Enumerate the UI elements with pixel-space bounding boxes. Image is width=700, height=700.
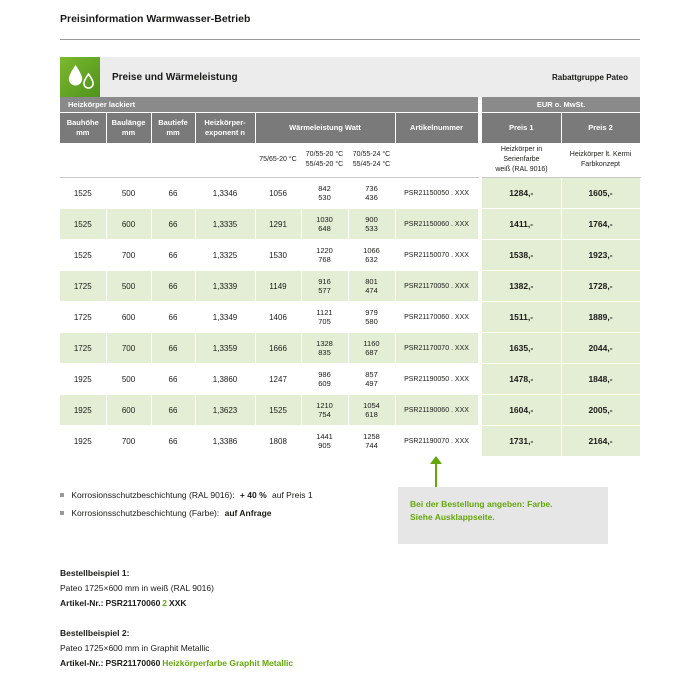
callout-line-1: Bei der Bestellung angeben: Farbe. (410, 499, 553, 509)
cell-watt-75-65: 1406 (255, 302, 301, 333)
subheader-watt-75-65: 75/65-20 °C (255, 143, 301, 178)
example-1-title: Bestellbeispiel 1: (60, 568, 130, 578)
price-table (60, 97, 641, 457)
cell-preis2: 1889,- (561, 302, 640, 333)
section-title: Preise und Wärmeleistung (112, 71, 238, 83)
subheader-empty (60, 143, 255, 178)
cell-bauhoehe: 1925 (60, 364, 106, 395)
cell-bauhoehe: 1525 (60, 240, 106, 271)
cell-baulaenge: 700 (106, 333, 151, 364)
water-drops-icon (60, 57, 100, 97)
cell-bautiefe: 66 (151, 333, 195, 364)
subheader-artikel-empty (395, 143, 478, 178)
cell-artikelnummer: PSR21150060 . XXX (395, 209, 478, 240)
cell-preis1: 1478,- (482, 364, 561, 395)
header-bautiefe: Bautiefe mm (151, 113, 195, 144)
order-example-2 (60, 626, 297, 671)
cell-baulaenge: 500 (106, 178, 151, 209)
example-1-artikel: Artikel-Nr.: PSR21170060 2 XXK (60, 598, 187, 608)
example-2-artikel: Artikel-Nr.: PSR21170060 Heizkörperfarbe Graphit Metallic (60, 658, 294, 668)
cell-preis2: 2164,- (561, 426, 640, 457)
cell-watt-70-55-20: 1441 905 (301, 426, 348, 457)
bullet-square-icon (60, 493, 64, 497)
cell-watt-75-65: 1808 (255, 426, 301, 457)
cell-watt-70-55-24: 1066 632 (348, 240, 395, 271)
cell-watt-75-65: 1247 (255, 364, 301, 395)
cell-preis1: 1411,- (482, 209, 561, 240)
cell-bautiefe: 66 (151, 178, 195, 209)
cell-watt-70-55-24: 736 436 (348, 178, 395, 209)
cell-exponent: 1,3359 (195, 333, 255, 364)
subheader-watt-70-55-24: 70/55-24 °C 55/45-24 °C (348, 143, 395, 178)
cell-preis2: 2044,- (561, 333, 640, 364)
header-preis1: Preis 1 (482, 113, 561, 144)
cell-watt-70-55-20: 842 530 (301, 178, 348, 209)
cell-baulaenge: 500 (106, 271, 151, 302)
cell-artikelnummer: PSR21190060 . XXX (395, 395, 478, 426)
cell-bautiefe: 66 (151, 209, 195, 240)
cell-baulaenge: 600 (106, 209, 151, 240)
cell-exponent: 1,3325 (195, 240, 255, 271)
cell-watt-75-65: 1666 (255, 333, 301, 364)
cell-watt-70-55-24: 979 580 (348, 302, 395, 333)
cell-watt-70-55-24: 857 497 (348, 364, 395, 395)
cell-baulaenge: 500 (106, 364, 151, 395)
cell-watt-70-55-24: 1258 744 (348, 426, 395, 457)
cell-watt-70-55-20: 1220 768 (301, 240, 348, 271)
cell-bauhoehe: 1525 (60, 178, 106, 209)
cell-preis2: 1605,- (561, 178, 640, 209)
header-artikelnummer: Artikelnummer (395, 113, 478, 144)
cell-baulaenge: 700 (106, 240, 151, 271)
page-title: Preisinformation Warmwasser-Betrieb (60, 13, 251, 25)
cell-watt-70-55-20: 1121 705 (301, 302, 348, 333)
cell-preis1: 1731,- (482, 426, 561, 457)
order-note-arrow-head-icon (430, 456, 442, 464)
table-row (60, 395, 640, 426)
order-note-callout (398, 487, 608, 544)
cell-bautiefe: 66 (151, 271, 195, 302)
cell-baulaenge: 700 (106, 426, 151, 457)
cell-exponent: 1,3349 (195, 302, 255, 333)
cell-bautiefe: 66 (151, 240, 195, 271)
cell-baulaenge: 600 (106, 302, 151, 333)
table-body (60, 178, 640, 457)
cell-artikelnummer: PSR21170070 . XXX (395, 333, 478, 364)
cell-preis1: 1382,- (482, 271, 561, 302)
cell-artikelnummer: PSR21150070 . XXX (395, 240, 478, 271)
cell-bauhoehe: 1725 (60, 271, 106, 302)
example-1-desc: Pateo 1725×600 mm in weiß (RAL 9016) (60, 583, 214, 593)
subheader-preis2-desc: Heizkörper lt. Kermi Farbkonzept (561, 143, 640, 178)
table-row (60, 426, 640, 457)
title-divider (60, 39, 640, 40)
cell-artikelnummer: PSR21190050 . XXX (395, 364, 478, 395)
cell-watt-70-55-20: 916 577 (301, 271, 348, 302)
header-bauhoehe: Bauhöhe mm (60, 113, 106, 144)
example-2-desc: Pateo 1725×600 mm in Graphit Metallic (60, 643, 210, 653)
cell-exponent: 1,3346 (195, 178, 255, 209)
cell-preis1: 1538,- (482, 240, 561, 271)
cell-watt-70-55-20: 1030 648 (301, 209, 348, 240)
cell-watt-75-65: 1056 (255, 178, 301, 209)
table-row (60, 333, 640, 364)
cell-bauhoehe: 1925 (60, 395, 106, 426)
cell-preis2: 2005,- (561, 395, 640, 426)
bullet-square-icon (60, 511, 64, 515)
cell-watt-75-65: 1291 (255, 209, 301, 240)
cell-watt-70-55-24: 900 533 (348, 209, 395, 240)
cell-watt-75-65: 1525 (255, 395, 301, 426)
cell-preis1: 1284,- (482, 178, 561, 209)
header-preis2: Preis 2 (561, 113, 640, 144)
cell-exponent: 1,3386 (195, 426, 255, 457)
cell-artikelnummer: PSR21190070 . XXX (395, 426, 478, 457)
group-heizkoerper-lackiert: Heizkörper lackiert (60, 97, 478, 113)
cell-bautiefe: 66 (151, 395, 195, 426)
order-note-arrow-line (435, 464, 437, 489)
table-row (60, 302, 640, 333)
order-example-1 (60, 566, 214, 611)
cell-baulaenge: 600 (106, 395, 151, 426)
cell-exponent: 1,3339 (195, 271, 255, 302)
cell-watt-70-55-24: 1160 687 (348, 333, 395, 364)
cell-preis2: 1923,- (561, 240, 640, 271)
cell-watt-70-55-24: 1054 618 (348, 395, 395, 426)
cell-exponent: 1,3623 (195, 395, 255, 426)
subheader-watt-70-55-20: 70/55-20 °C 55/45-20 °C (301, 143, 348, 178)
cell-watt-70-55-20: 1328 835 (301, 333, 348, 364)
note-corrosion-ral: Korrosionsschutzbeschichtung (RAL 9016): + 40 % auf Preis 1 (60, 486, 313, 504)
cell-watt-75-65: 1530 (255, 240, 301, 271)
example-2-title: Bestellbeispiel 2: (60, 628, 130, 638)
section-header (100, 57, 640, 97)
table-row (60, 209, 640, 240)
cell-watt-75-65: 1149 (255, 271, 301, 302)
callout-line-2: Siehe Ausklappseite. (410, 512, 495, 522)
cell-preis2: 1764,- (561, 209, 640, 240)
cell-artikelnummer: PSR21170060 . XXX (395, 302, 478, 333)
cell-watt-70-55-20: 986 609 (301, 364, 348, 395)
cell-bautiefe: 66 (151, 302, 195, 333)
subheader-preis1-desc: Heizkörper in Serienfarbe weiß (RAL 9016) (482, 143, 561, 178)
cell-preis1: 1604,- (482, 395, 561, 426)
cell-bauhoehe: 1925 (60, 426, 106, 457)
cell-bauhoehe: 1725 (60, 333, 106, 364)
cell-bauhoehe: 1525 (60, 209, 106, 240)
table-row (60, 178, 640, 209)
table-row (60, 271, 640, 302)
table-group-band (60, 97, 640, 113)
cell-watt-70-55-20: 1210 754 (301, 395, 348, 426)
header-baulaenge: Baulänge mm (106, 113, 151, 144)
cell-preis1: 1635,- (482, 333, 561, 364)
notes (60, 486, 313, 522)
table-row (60, 240, 640, 271)
header-exponent: Heizkörper- exponent n (195, 113, 255, 144)
cell-bautiefe: 66 (151, 426, 195, 457)
cell-artikelnummer: PSR21150050 . XXX (395, 178, 478, 209)
cell-preis2: 1728,- (561, 271, 640, 302)
cell-watt-70-55-24: 801 474 (348, 271, 395, 302)
cell-artikelnummer: PSR21170050 . XXX (395, 271, 478, 302)
cell-exponent: 1,3335 (195, 209, 255, 240)
cell-preis1: 1511,- (482, 302, 561, 333)
cell-exponent: 1,3860 (195, 364, 255, 395)
table-row (60, 364, 640, 395)
rebate-group-label: Rabattgruppe Pateo (551, 72, 628, 82)
cell-preis2: 1848,- (561, 364, 640, 395)
cell-bauhoehe: 1725 (60, 302, 106, 333)
group-eur-o-mwst: EUR o. MwSt. (482, 97, 640, 113)
header-waermeleistung: Wärmeleistung Watt (255, 113, 395, 144)
table-header-row (60, 113, 640, 144)
table-subheader-row (60, 143, 640, 178)
note-corrosion-farbe: Korrosionsschutzbeschichtung (Farbe): auf Anfrage (60, 504, 313, 522)
cell-bautiefe: 66 (151, 364, 195, 395)
